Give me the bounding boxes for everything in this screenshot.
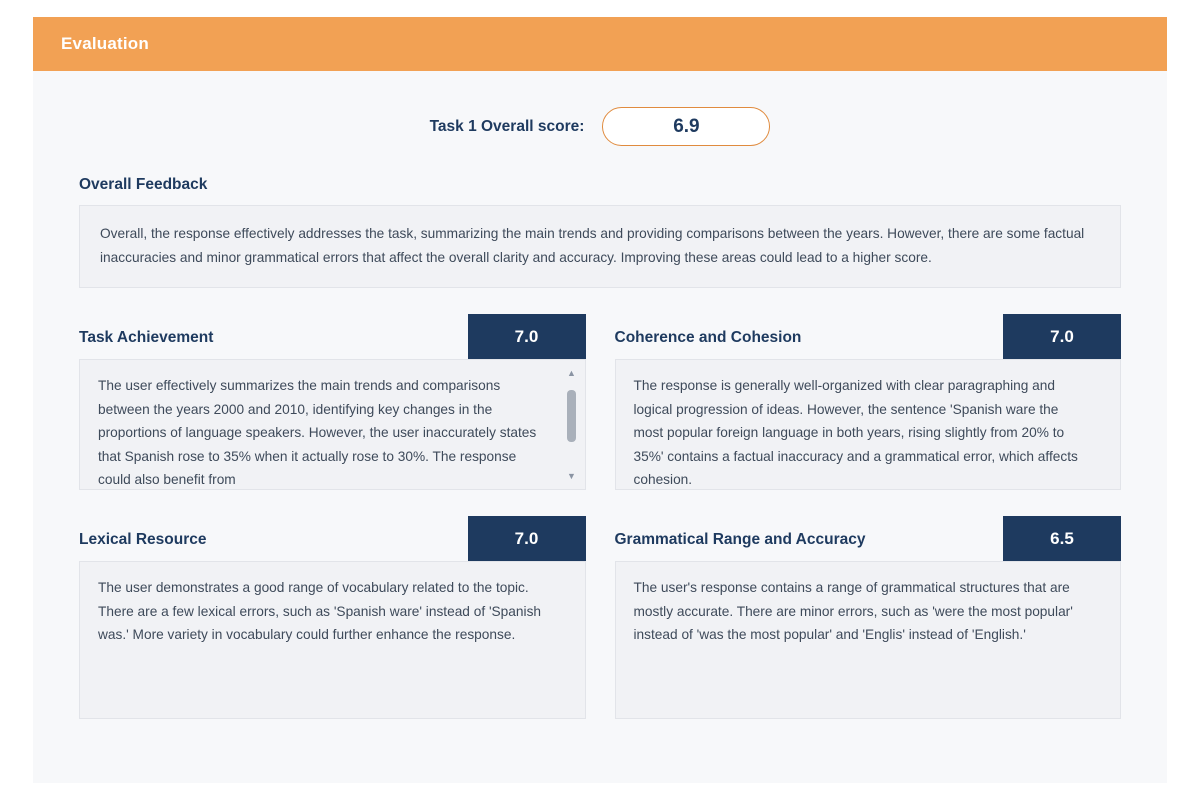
panel-header <box>33 17 1167 71</box>
scroll-thumb[interactable] <box>567 390 576 442</box>
criterion-body <box>615 561 1122 719</box>
criterion-score-value: 7.0 <box>514 326 539 346</box>
criterion-score-value: 6.5 <box>1050 528 1074 548</box>
overall-score-value: 6.9 <box>673 115 700 137</box>
criterion-body <box>615 359 1122 490</box>
criterion-grammatical-range-and-accuracy <box>615 516 1122 719</box>
criterion-scrollbar[interactable] <box>565 368 579 481</box>
evaluation-panel <box>33 17 1167 783</box>
criterion-lexical-resource <box>79 516 586 719</box>
criterion-task-achievement <box>79 314 586 490</box>
overall-score-pill <box>602 107 770 146</box>
criterion-header <box>615 314 1122 359</box>
criterion-score-value: 7.0 <box>1050 326 1074 346</box>
criteria-grid <box>79 314 1121 719</box>
criterion-coherence-and-cohesion <box>615 314 1122 490</box>
criterion-title: Grammatical Range and Accuracy <box>614 531 866 549</box>
criterion-score-badge <box>468 314 586 359</box>
overall-feedback-text: Overall, the response effectively addresses the task, summarizing the main trends and providing comparisons between the years. However, there are some factual inaccuracies and minor grammatical errors that affect the overall clarity and accuracy. Improving these areas could lead to a higher score. <box>79 205 1121 288</box>
overall-feedback-title: Overall Feedback <box>79 176 208 193</box>
panel-body <box>33 107 1167 719</box>
criterion-text: The user demonstrates a good range of vocabulary related to the topic. There are a few lexical errors, such as 'Spanish ware' instead of 'Spanish was.' More variety in vocabulary could further enhance the response. <box>98 580 542 643</box>
criterion-title: Task Achievement <box>79 329 214 347</box>
criterion-text: The user effectively summarizes the main trends and comparisons between the years 2000 and 2010, identifying key changes in the proportions of language speakers. However, the user inaccurately states that Spanish rose to 35% when it actually rose to 30%. The response could also benefit from <box>98 378 537 488</box>
criterion-score-badge <box>1003 516 1121 561</box>
criterion-text: The user's response contains a range of grammatical structures that are mostly accurate. There are minor errors, such as 'were the most popular' instead of 'was the most popular' and 'Englis' instead of 'English.' <box>633 580 1073 643</box>
scroll-track[interactable] <box>567 382 576 467</box>
criterion-header <box>79 314 586 359</box>
criterion-header <box>615 516 1122 561</box>
scroll-up-icon[interactable]: ▲ <box>567 368 576 379</box>
criterion-body <box>79 561 586 719</box>
criterion-body <box>79 359 586 490</box>
overall-score-label: Task 1 Overall score: <box>429 117 585 135</box>
panel-title: Evaluation <box>61 34 149 53</box>
overall-score-row <box>79 107 1121 146</box>
criterion-score-value: 7.0 <box>514 528 539 548</box>
criterion-score-badge <box>1003 314 1121 359</box>
criterion-header <box>79 516 586 561</box>
criterion-title: Coherence and Cohesion <box>614 329 802 347</box>
criterion-title: Lexical Resource <box>79 531 207 549</box>
criterion-text: The response is generally well-organized with clear paragraphing and logical progression of ideas. However, the sentence 'Spanish ware the most popular foreign language in both years, rising slightly from 20% to 35%' contains a factual inaccuracy and a grammatical error, which affects cohesion. <box>633 378 1078 488</box>
criterion-score-badge <box>468 516 586 561</box>
scroll-down-icon[interactable]: ▼ <box>567 471 576 482</box>
